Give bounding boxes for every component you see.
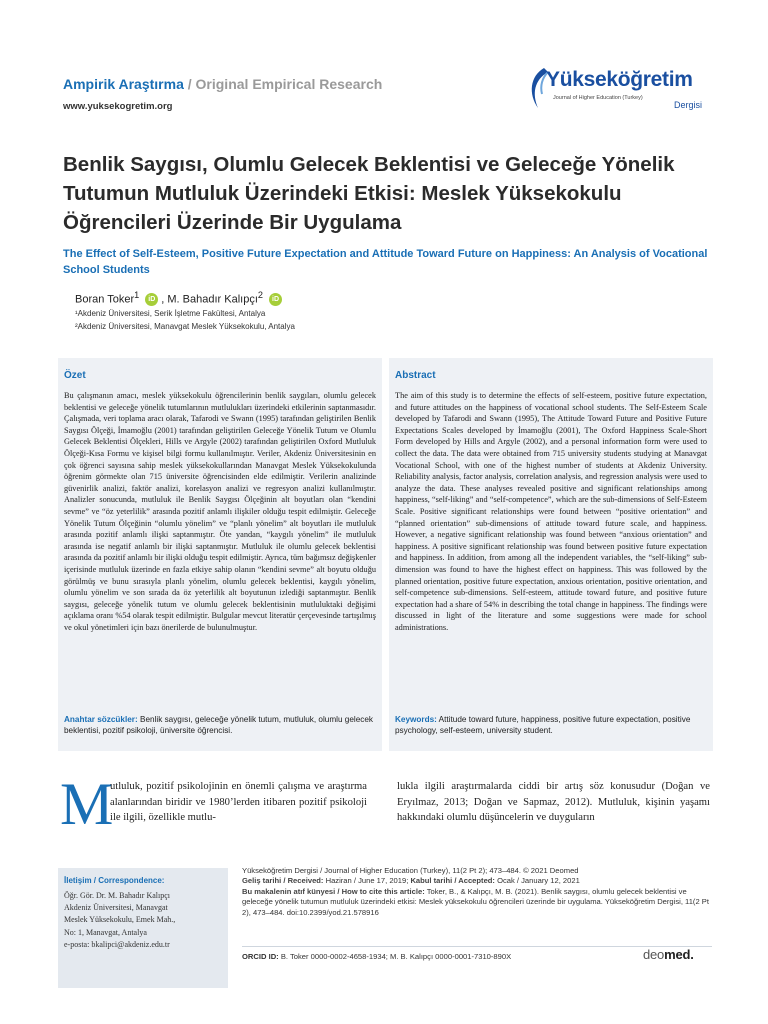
- abstract-keywords-text: Attitude toward future, happiness, positive future expectation, positive psychology, self-esteem, university student.: [395, 715, 691, 736]
- abstract-heading: Abstract: [395, 370, 436, 381]
- received-date: Haziran / June 17, 2019;: [323, 876, 411, 886]
- author-2-affiliation-mark: 2: [257, 290, 263, 300]
- orcid-values: B. Toker 0000-0002-4658-1934; M. B. Kalıpçı 0000-0001-7310-890X: [278, 952, 512, 961]
- publisher-logo-part-a: deo: [643, 947, 665, 962]
- publisher-logo-part-b: med.: [664, 947, 694, 962]
- affiliation-2: ²Akdeniz Üniversitesi, Manavgat Meslek Yüksekokulu, Antalya: [75, 322, 295, 331]
- correspondence-line: Meslek Yüksekokulu, Emek Mah.,: [64, 915, 176, 925]
- ozet-body: Bu çalışmanın amacı, meslek yüksekokulu öğrencilerinin benlik saygıları, olumlu gelecek beklentisi ve geleceğe yönelik tutumlarının mutlulukları üzerindeki etkilerinin saptanmasıdır. Çalışmada, veri toplama aracı olarak, Tafarodi ve Swann (1995) tarafından geliştirilen Benlik Saygısı Ölçeği, İmamoğlu (2001) tarafından geliştirilen Geleceğe Yönelik Tutum ve Olumlu Gelecek Beklentisi Ölçekleri, Hills ve Argyle (2002) tarafından geliştirilen Oxford Mutluluk Ölçeği-Kısa Formu ve kişisel bilgi formu kullanılmıştır. Veriler, Akdeniz Üniversitesinin en çok öğrenci sayısına sahip meslek yüksekokullarından Manavgat Meslek Yüksekokulunda öğrenim görmekte olan 715 üniversite öğrencisinden elde edilmiştir. Verilerin analizinde güvenirlik analizi, faktör analizi, korelasyon analizi ve regresyon analizi kullanılmıştır. Analizler sonucunda, mutluluk ile Benlik Saygısı Ölçeğinin alt boyutları olan “kendini sevme” ve “öz yeterlilik” arasında pozitif anlamlı ilişkiler olduğu tespit edilmiştir. Geleceğe Yönelik Tutum Ölçeğinin “olumlu yönelim” ve “planlı yönelim” alt boyutları ile mutluluk arasında pozitif anlamlı ilişki saptanmıştır. Öte yandan, “kaygılı yönelim” ile mutluluk arasında ise negatif anlamlı bir ilişki saptanmıştır. Mutluluk ile olumlu gelecek beklentisi arasında da pozitif anlamlı bir ilişki olduğu tespit edilmiştir. Ayrıca, tüm bağımsız değişkenler içerisinde mutluluk üzerinde en fazla etkiye sahip olanın “kendini sevme” alt boyutu olduğu görülmüş ve bunu sırasıyla planlı yönelim, olumlu gelecek beklentisi, kaygılı yönelim, olumlu yönelim ve son sırada da öz yeterlilik alt boyutunun izlediği saptanmıştır. Benlik saygısı, geleceğe yönelik tutum ve olumlu gelecek beklentisinin mutluluktaki değişimi açıklama oranı %54 olarak tespit edilmiştir. Bulgular mevcut literatür çerçevesinde tartışılmış ve okul yönetimleri için bazı önerilerde de bulunulmuştur.: [64, 391, 376, 632]
- correspondence-heading: İletişim / Correspondence:: [64, 876, 165, 885]
- abstract-keywords-label: Keywords:: [395, 715, 437, 724]
- ozet-keywords: [64, 714, 376, 736]
- received-label: Geliş tarihi / Received:: [242, 876, 324, 886]
- orcid-ids: [242, 952, 511, 961]
- section-separator: /: [183, 76, 196, 92]
- correspondence-line: Akdeniz Üniversitesi, Manavgat: [64, 903, 168, 913]
- correspondence-address: [64, 890, 224, 951]
- article-meta: [242, 866, 712, 918]
- journal-logo-subtitle: Journal of Higher Education (Turkey): [553, 95, 643, 101]
- correspondence-line: No: 1, Manavgat, Antalya: [64, 927, 147, 937]
- orcid-icon[interactable]: iD: [269, 293, 282, 306]
- article-title-en: The Effect of Self-Esteem, Positive Future Expectation and Attitude Toward Future on Happiness: An Analysis of Vocational School Students: [63, 248, 708, 276]
- author-1-affiliation-mark: 1: [134, 290, 140, 300]
- publisher-logo: [643, 947, 694, 962]
- cite-label: Bu makalenin atıf künyesi / How to cite this article:: [242, 886, 425, 896]
- section-label-en: Original Empirical Research: [195, 76, 383, 92]
- author-separator: ,: [161, 293, 165, 306]
- correspondence-email[interactable]: e-posta: bkalipci@akdeniz.edu.tr: [64, 939, 170, 949]
- correspondence-line: Öğr. Gör. Dr. M. Bahadır Kalıpçı: [64, 891, 170, 900]
- accepted-label: Kabul tarihi / Accepted:: [410, 876, 495, 886]
- correspondence-box: [58, 868, 228, 988]
- accepted-date: Ocak / January 12, 2021: [494, 876, 580, 886]
- ozet-keywords-label: Anahtar sözcükler:: [64, 715, 138, 724]
- dates-line: [242, 876, 712, 886]
- section-label: [63, 76, 382, 92]
- author-1: Boran Toker: [75, 293, 135, 306]
- abstract-keywords: [395, 714, 707, 736]
- ozet-box: [58, 358, 382, 751]
- affiliation-1: ¹Akdeniz Üniversitesi, Serik İşletme Fakültesi, Antalya: [75, 309, 266, 318]
- journal-citation-line: Yükseköğretim Dergisi / Journal of Higher Education (Turkey), 11(2 Pt 2); 473–484. © 2021 Deomed: [242, 866, 579, 875]
- journal-url[interactable]: www.yuksekogretim.org: [63, 101, 173, 112]
- author-line: [75, 290, 285, 306]
- orcid-icon[interactable]: iD: [145, 293, 158, 306]
- orcid-label: ORCID ID:: [242, 952, 279, 961]
- how-to-cite: [242, 887, 712, 918]
- cite-text: Toker, B., & Kalıpçı, M. B. (2021). Benlik saygısı, olumlu gelecek beklentisi ve geleceğe yönelik tutumun mutluluk üzerindeki etkisi: Meslek yüksekokulu öğrencileri üzerinde bir uygulama. Yükseköğretim Dergisi, 11(2 Pt 2), 473–484. doi:10.2399/yod.21.578916: [242, 886, 709, 917]
- author-2: M. Bahadır Kalıpçı: [167, 293, 258, 306]
- journal-logo-dergisi: Dergisi: [674, 100, 703, 110]
- footer-divider: [242, 946, 712, 947]
- ozet-keywords-text: Benlik saygısı, geleceğe yönelik tutum, mutluluk, olumlu gelecek beklentisi, pozitif psikoloji, üniversite öğrencisi.: [64, 715, 374, 736]
- journal-logo-wordmark: Yükseköğretim: [546, 68, 693, 91]
- abstract-box: [389, 358, 713, 751]
- abstract-body: The aim of this study is to determine the effects of self-esteem, positive future expectation, and future attitudes on the happiness of vocational school students. The Self-Esteem Scale developed by Tafarodi and Swann (1995), The Attitude Toward Future and Positive Future Expectations Scales developed by İmamoğlu (2001), The Oxford Happiness Scale-Short Form developed by Hills and Argyle (2002), and a personal information form were used to collect the data. The data were obtained from 715 university students studying at Manavgat Vocational School, with one of the highest number of students at Akdeniz University. Reliability analysis, factor analysis, correlation analysis, and regression analysis were used to analyze the data. These analyses revealed positive and significant relationships among happiness, “self-liking” and “self-competence”, which are the sub-dimensions of Self-Esteem Scale. Positive significant relationships were found between “positive orientation” and “planned orientation” sub-dimensions of attitude toward future scale, and happiness. However, a negative significant relationship was found between “anxious orientation” and happiness. A positive significant relationship was found between positive future expectation and happiness. In addition, from among all the independent variables, the “self-liking” sub-dimension was found to have the highest effect on happiness. This was followed by the planned orientation, positive future expectation, anxious orientation, positive orientation, and self-competence sub-dimensions. Self-esteem, attitude toward future, and positive future expectation had a share of 54% in describing the total change in happiness. The findings were discussed in light of the literature and some suggestions were made for school administrations.: [395, 391, 707, 632]
- section-label-tr: Ampirik Araştırma: [63, 76, 184, 92]
- intro-left-column: utluluk, pozitif psikolojinin en önemli çalışma ve araştırma alanlarından biridir ve 1980’lerden itibaren pozitif psikoloji ile ilgili, özellikle mutlu-: [110, 781, 367, 824]
- article-title-tr: Benlik Saygısı, Olumlu Gelecek Beklentisi ve Geleceğe Yönelik Tutumun Mutluluk Üzerindeki Etkisi: Meslek Yüksekokulu Öğrencileri Üzerinde Bir Uygulama: [63, 153, 675, 234]
- ozet-heading: Özet: [64, 370, 86, 381]
- intro-right-column: lukla ilgili araştırmalarda ciddi bir artış söz konusudur (Doğan ve Eryılmaz, 2013; Doğan ve Sapmaz, 2012). Mutluluk, kişinin yaşamı hakkındaki olumlu düşüncelerin ve duyguların: [397, 781, 710, 824]
- intro-dropcap: M: [60, 771, 114, 837]
